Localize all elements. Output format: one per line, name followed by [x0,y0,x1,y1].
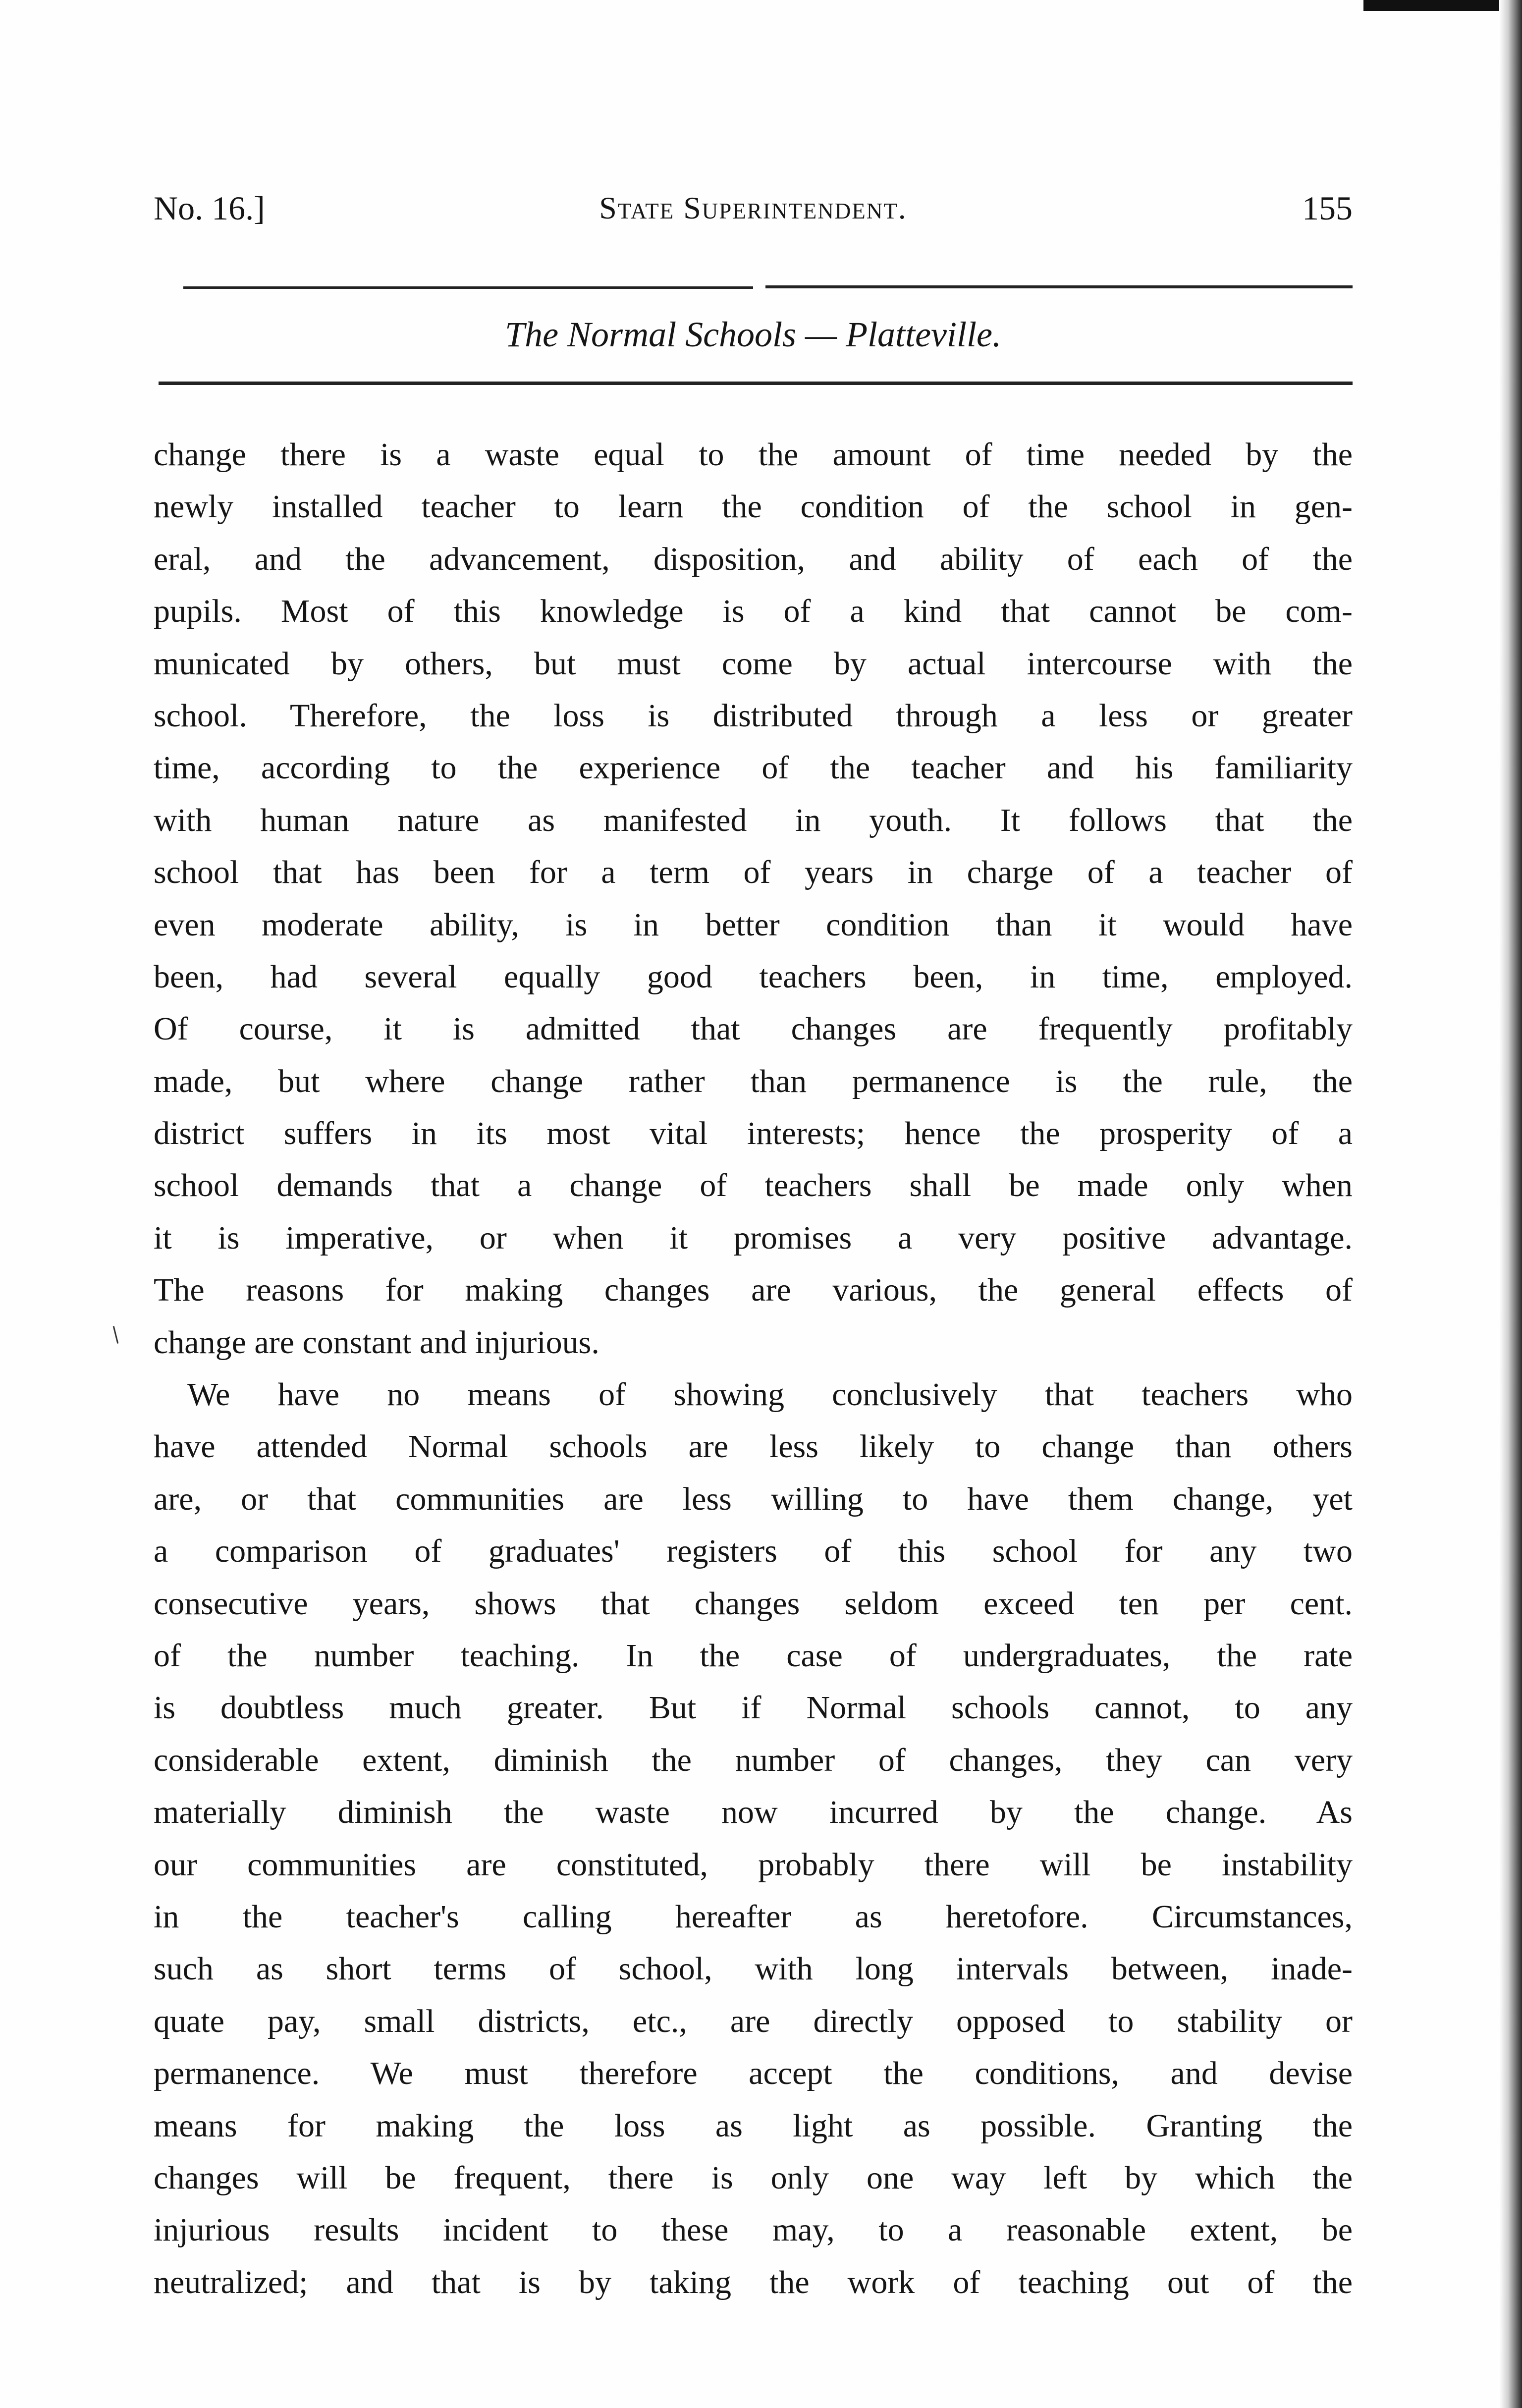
body-text [154,429,1353,2308]
text-line: newly installed teacher to learn the condition of the school in gen- [154,489,1353,525]
page-number: 155 [1302,189,1353,227]
text-line: school demands that a change of teachers shall be made only when [154,1167,1353,1204]
text-line: school. Therefore, the loss is distributed through a less or greater [154,697,1353,734]
text-line: considerable extent, diminish the number of changes, they can very [154,1742,1353,1778]
text-line: made, but where change rather than permanence is the rule, the [154,1063,1353,1099]
text-line: school that has been for a term of years in charge of a teacher of [154,854,1353,891]
text-line: change are constant and injurious. [154,1324,599,1361]
text-line: The reasons for making changes are various, the general effects of [154,1272,1353,1309]
text-line: changes will be frequent, there is only one way left by which the [154,2159,1353,2196]
text-line: even moderate ability, is in better condition than it would have [154,906,1353,943]
text-line: such as short terms of school, with long intervals between, inade- [154,1951,1353,1987]
text-line: neutralized; and that is by taking the work of teaching out of the [154,2264,1353,2300]
page-edge-shadow-right [1499,0,1522,2408]
text-line: pupils. Most of this knowledge is of a kind that cannot be com- [154,593,1353,630]
text-line: consecutive years, shows that changes seldom exceed ten per cent. [154,1585,1353,1622]
text-line: in the teacher's calling hereafter as heretofore. Circumstances, [154,1898,1353,1935]
text-line: been, had several equally good teachers been, in time, employed. [154,958,1353,995]
text-line: have attended Normal schools are less likely to change than others [154,1428,1353,1465]
running-title: State Superintendent. [599,190,907,225]
text-line: materially diminish the waste now incurred by the change. As [154,1794,1353,1831]
running-head [154,178,1353,238]
text-line: Of course, it is admitted that changes are frequently profitably [154,1011,1353,1047]
text-line: eral, and the advancement, disposition, and ability of each of the [154,541,1353,577]
page-edge-shadow-top [1363,0,1522,11]
text-line: with human nature as manifested in youth. It follows that the [154,802,1353,838]
stray-ink-mark [113,1326,119,1344]
text-line: municated by others, but must come by actual intercourse with the [154,645,1353,682]
text-line: a comparison of graduates' registers of this school for any two [154,1533,1353,1570]
text-line: district suffers in its most vital interests; hence the prosperity of a [154,1115,1353,1152]
section-title: The Normal Schools — Platteville. [505,315,1001,354]
section-rule [159,382,1353,385]
text-line: is doubtless much greater. But if Normal schools cannot, to any [154,1690,1353,1726]
text-line: are, or that communities are less willing to have them change, yet [154,1480,1353,1517]
text-line: injurious results incident to these may, to a reasonable extent, be [154,2212,1353,2248]
text-line: our communities are constituted, probably there will be instability [154,1846,1353,1883]
text-line: time, according to the experience of the teacher and his familiarity [154,750,1353,786]
text-line: We have no means of showing conclusively that teachers who [187,1376,1353,1413]
header-rule-right [765,285,1353,288]
document-number: No. 16.] [154,189,265,227]
text-line: of the number teaching. In the case of undergraduates, the rate [154,1637,1353,1674]
text-line: means for making the loss as light as possible. Granting the [154,2107,1353,2144]
text-line: permanence. We must therefore accept the conditions, and devise [154,2055,1353,2092]
header-rule-left [183,286,753,289]
text-line: it is imperative, or when it promises a very positive advantage. [154,1219,1353,1256]
text-line: quate pay, small districts, etc., are directly opposed to stability or [154,2003,1353,2039]
text-line: change there is a waste equal to the amount of time needed by the [154,437,1353,473]
